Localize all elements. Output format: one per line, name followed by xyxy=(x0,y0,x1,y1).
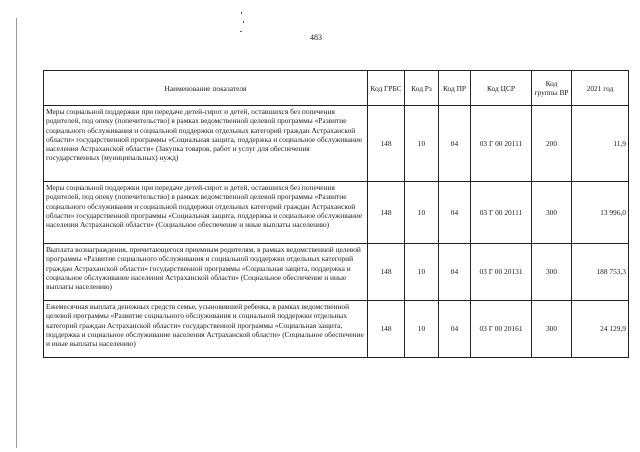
page-number: 483 xyxy=(310,33,322,42)
row-grbs: 148 xyxy=(368,301,405,358)
row-rz: 10 xyxy=(405,106,439,182)
row-pr: 04 xyxy=(439,244,471,301)
header-rz: Код Рз xyxy=(405,71,439,106)
row-rz: 10 xyxy=(405,244,439,301)
row-name: Меры социальной поддержки при передаче детей-сирот и детей, оставшихся без попечения родителей, под опеку (попечительство) в рамках ведомственной целевой программы «Развитие социального обслуживания и социальной поддержки отдельных категорий граждан Астраханской области» государственной программы «Социальная защита, поддержка и социальное обслуживание населения Астраханской области» (Закупка товаров, работ и услуг для обеспечения государственных (муниципальных) нужд) xyxy=(44,106,368,182)
row-rz: 10 xyxy=(405,301,439,358)
header-vr: Код группы ВР xyxy=(532,71,572,106)
table-header-row xyxy=(44,71,629,106)
row-grbs: 148 xyxy=(368,244,405,301)
row-amount: 24 129,9 xyxy=(572,301,629,358)
table-row xyxy=(44,244,629,301)
scan-speck xyxy=(240,31,242,32)
table-row xyxy=(44,182,629,244)
row-name: Ежемесячная выплата денежных средств семье, усыновившей ребенка, в рамках ведомственной целевой программы «Развитие социального обслуживания и социальной поддержки отдельных категорий граждан Астраханской области» государственной программы «Социальная защита, поддержка и социальное обслуживание населения Астраханской области» (Социальное обеспечение и иные выплаты населению) xyxy=(44,301,368,358)
header-grbs: Код ГРБС xyxy=(368,71,405,106)
header-pr: Код ПР xyxy=(439,71,471,106)
row-amount: 11,9 xyxy=(572,106,629,182)
row-grbs: 148 xyxy=(368,106,405,182)
row-vr: 300 xyxy=(532,244,572,301)
header-year-2021: 2021 год xyxy=(572,71,629,106)
row-csr: 03 Г 00 20111 xyxy=(471,182,532,244)
row-grbs: 148 xyxy=(368,182,405,244)
row-pr: 04 xyxy=(439,106,471,182)
table-row xyxy=(44,301,629,358)
row-pr: 04 xyxy=(439,301,471,358)
row-pr: 04 xyxy=(439,182,471,244)
row-vr: 300 xyxy=(532,301,572,358)
row-csr: 03 Г 00 20131 xyxy=(471,244,532,301)
header-csr: Код ЦСР xyxy=(471,71,532,106)
header-name: Наименование показателя xyxy=(44,71,368,106)
row-name: Выплата вознаграждения, причитающегося приемным родителям, в рамках ведомственной целевой программы «Развитие социального обслуживания и социальной поддержки отдельных категорий граждан Астраханской области» государственной программы «Социальная защита, поддержка и социальное обслуживание населения Астраханской области» (Социальное обеспечение и иные выплаты населению) xyxy=(44,244,368,301)
row-vr: 300 xyxy=(532,182,572,244)
row-csr: 03 Г 00 20161 xyxy=(471,301,532,358)
budget-table xyxy=(43,70,629,358)
row-csr: 03 Г 00 20111 xyxy=(471,106,532,182)
row-name: Меры социальной поддержки при передаче детей-сирот и детей, оставшихся без попечения родителей, под опеку (попечительство) в рамках ведомственной целевой программы «Развитие социального обслуживания и социальной поддержки отдельных категорий граждан Астраханской области» государственной программы «Социальная защита, поддержка и социальное обслуживание населения Астраханской области» (Социальное обеспечение и иные выплаты населению) xyxy=(44,182,368,244)
table-row xyxy=(44,106,629,182)
row-rz: 10 xyxy=(405,182,439,244)
row-amount: 188 753,3 xyxy=(572,244,629,301)
row-amount: 13 996,0 xyxy=(572,182,629,244)
scan-speck xyxy=(241,12,242,14)
scan-speck xyxy=(243,21,244,23)
row-vr: 200 xyxy=(532,106,572,182)
page-left-edge-line xyxy=(16,18,17,448)
